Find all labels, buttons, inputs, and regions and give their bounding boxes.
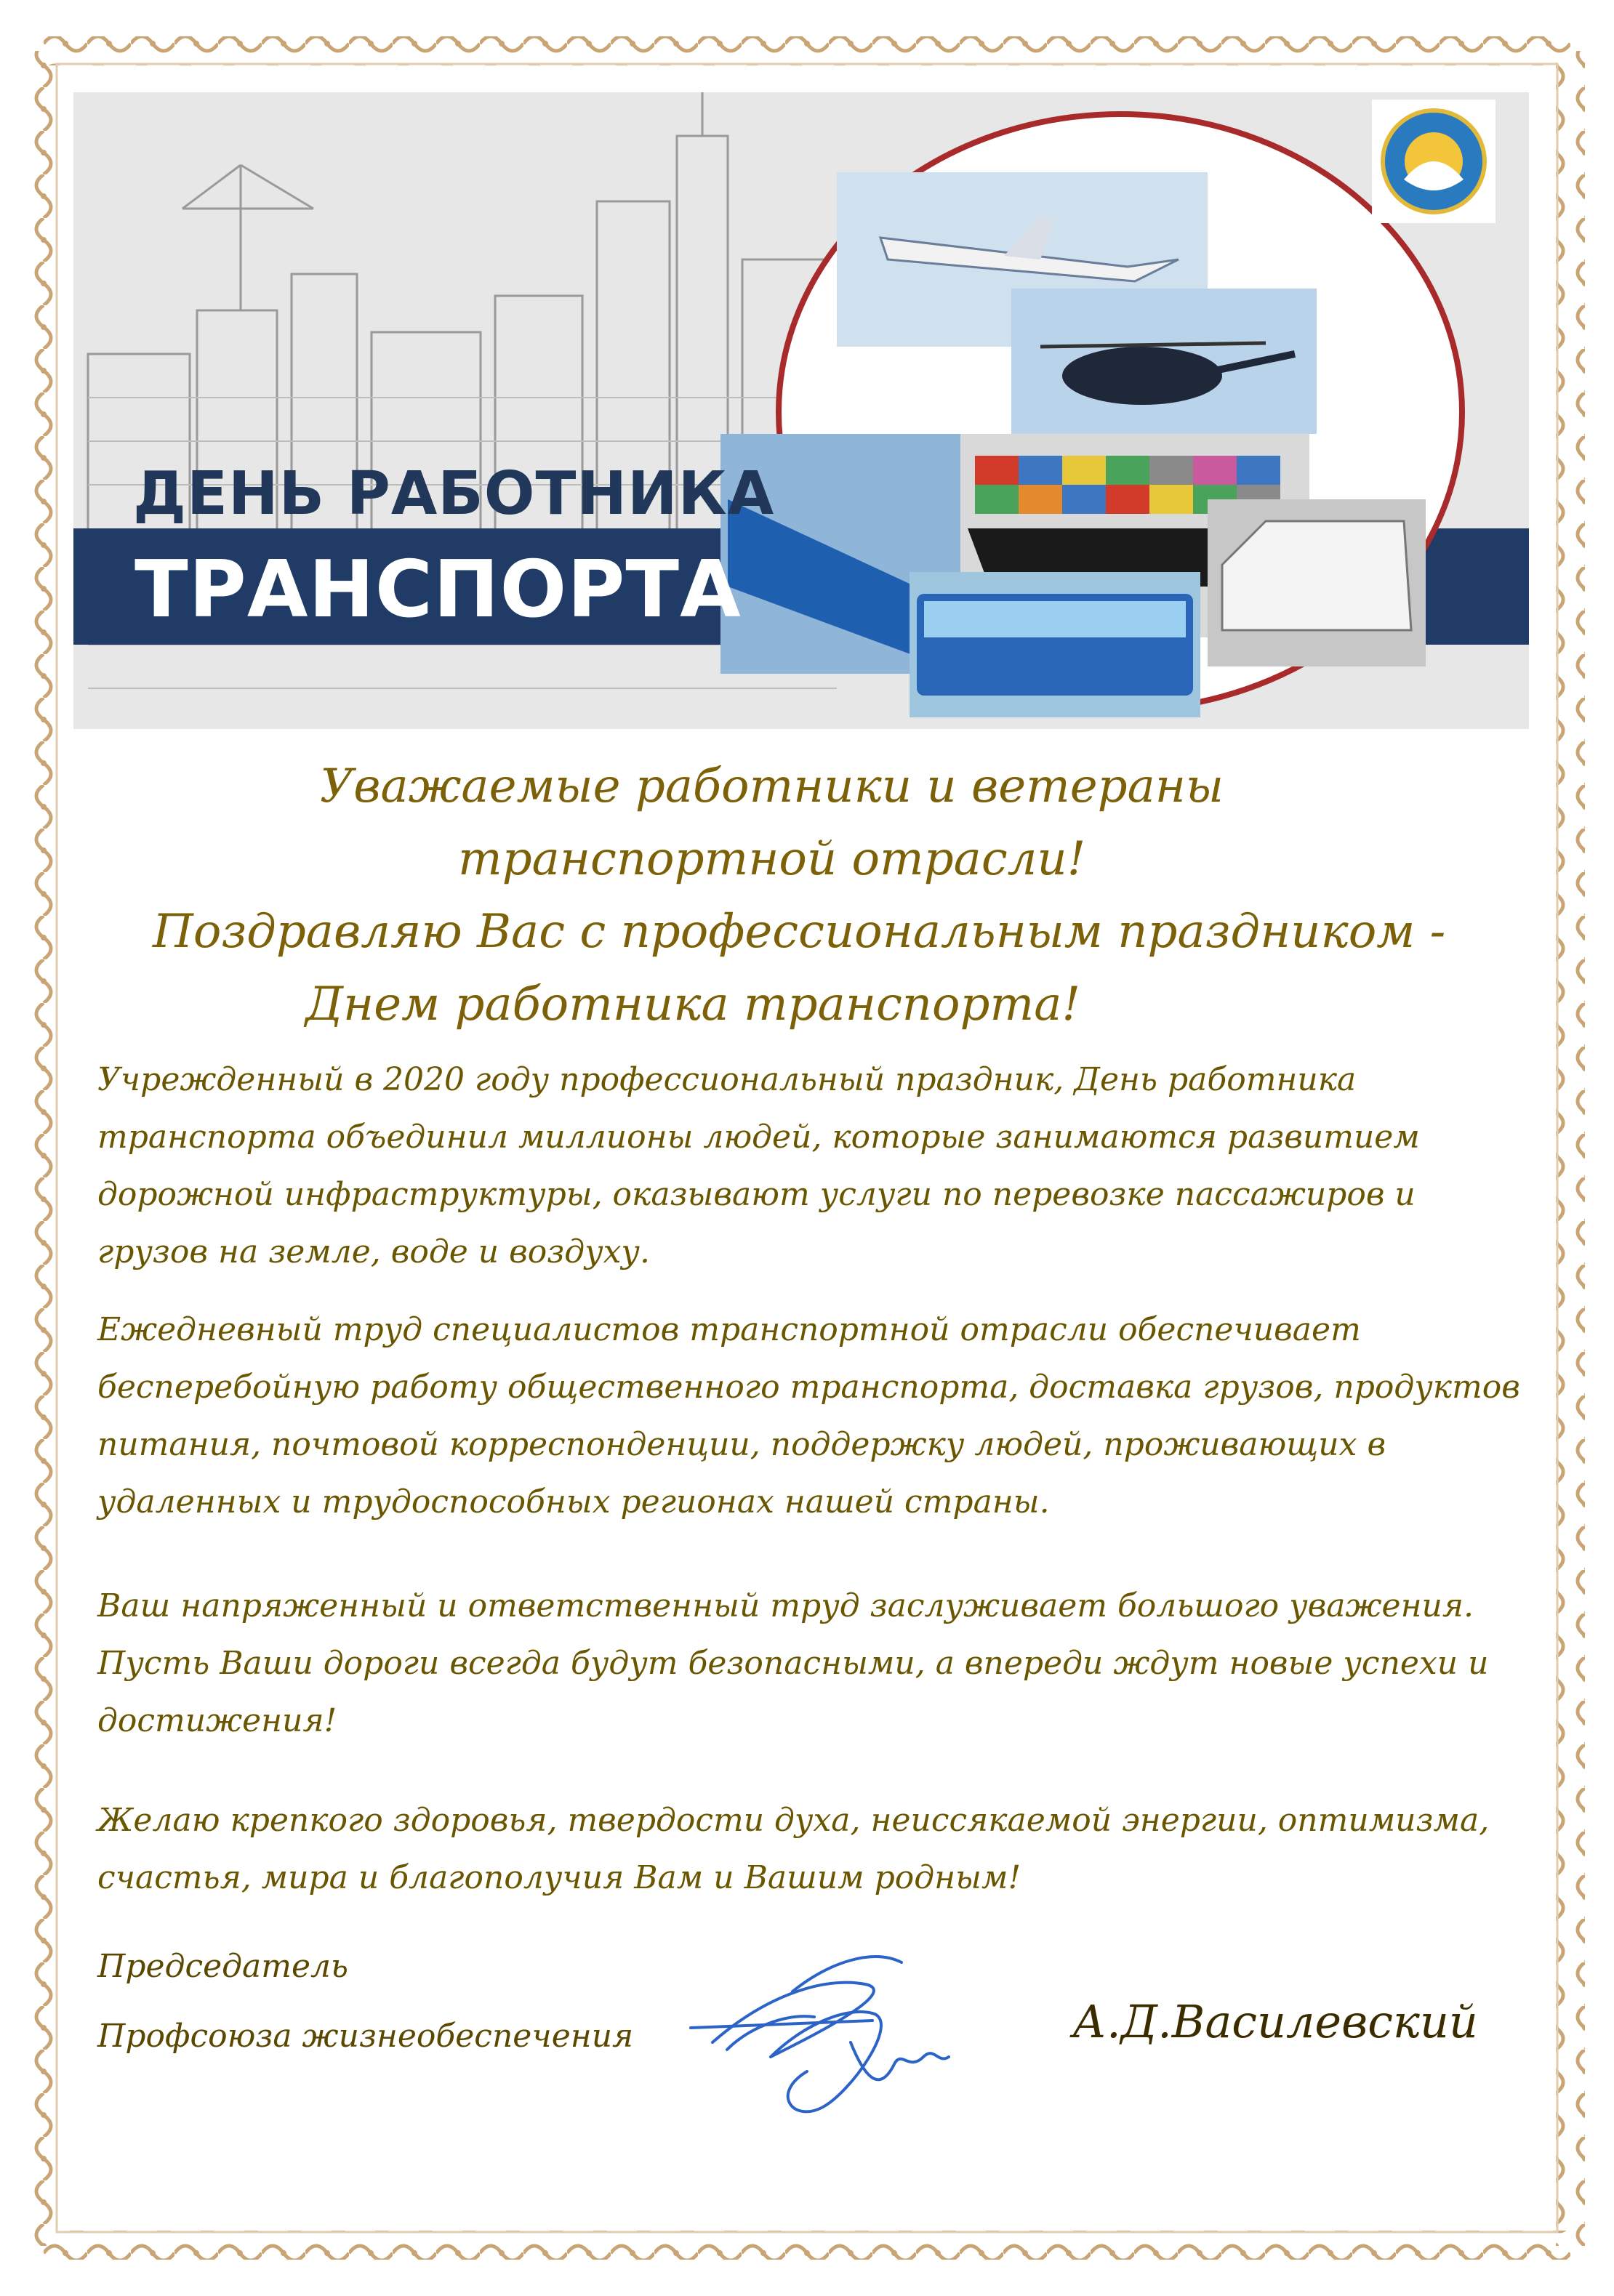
paragraph-3 <box>97 1577 1537 1749</box>
signer-position-line1: Председатель <box>97 1948 348 1985</box>
paragraph-line: Желаю крепкого здоровья, твердости духа, неиссякаемой энергии, оптимизма, <box>97 1802 1490 1839</box>
paragraph-line: Учрежденный в 2020 году профессиональный праздник, День работника <box>97 1061 1357 1098</box>
banner-title-line1: ДЕНЬ РАБОТНИКА <box>133 459 775 528</box>
paragraph-1 <box>97 1051 1537 1281</box>
handwritten-signature <box>683 1948 989 2137</box>
union-emblem-icon <box>1372 100 1495 223</box>
paragraph-line: счастья, мира и благополучия Вам и Вашим родным! <box>97 1859 1021 1896</box>
paragraph-line: Ежедневный труд специалистов транспортной отрасли обеспечивает <box>97 1311 1361 1348</box>
paragraph-line: бесперебойную работу общественного транспорта, доставка грузов, продуктов <box>97 1369 1520 1406</box>
banner <box>73 92 1529 729</box>
paragraph-line: Ваш напряженный и ответственный труд заслуживает большого уважения. <box>97 1587 1474 1624</box>
signer-name: А.Д.Василевский <box>1072 1995 1478 2048</box>
greeting-line2: транспортной отрасли! <box>458 832 1086 886</box>
paragraph-line: дорожной инфраструктуры, оказывают услуги по перевозке пассажиров и <box>97 1176 1416 1213</box>
paragraph-line: Пусть Ваши дороги всегда будут безопасными, а впереди ждут новые успехи и <box>97 1645 1489 1682</box>
banner-title-line2: ТРАНСПОРТА <box>134 544 742 635</box>
greeting-line4: Днем работника транспорта! <box>305 978 1081 1031</box>
greeting-line3: Поздравляю Вас с профессиональным праздником - <box>153 905 1446 959</box>
greeting-line1: Уважаемые работники и ветераны <box>320 760 1224 813</box>
paragraph-line: питания, почтовой корреспонденции, поддержку людей, проживающих в <box>97 1426 1386 1463</box>
paragraph-line: транспорта объединил миллионы людей, которые занимаются развитием <box>97 1119 1420 1156</box>
paragraph-line: удаленных и трудоспособных регионах нашей страны. <box>97 1483 1050 1520</box>
paragraph-line: достижения! <box>97 1702 337 1739</box>
paragraph-4 <box>97 1792 1537 1906</box>
paragraph-2 <box>97 1301 1537 1531</box>
signer-position-line2: Профсоюза жизнеобеспечения <box>97 2018 634 2055</box>
paragraph-line: грузов на земле, воде и воздуху. <box>97 1233 650 1270</box>
